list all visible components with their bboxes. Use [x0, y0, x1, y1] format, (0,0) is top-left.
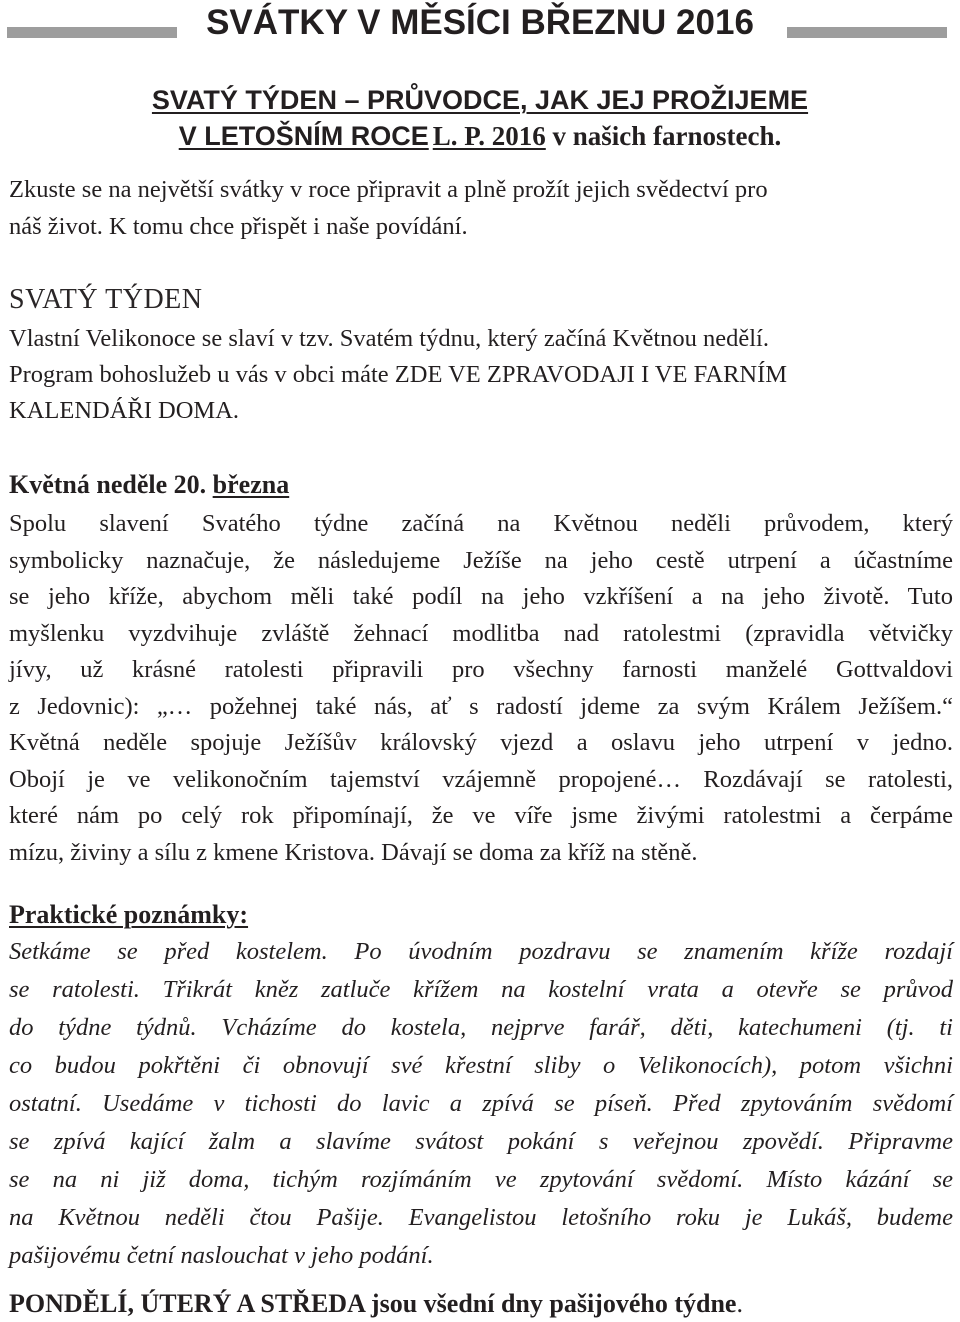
intro-paragraph	[9, 171, 953, 245]
paragraph-line: se jeho kříže, abychom měli také podíl na jeho vzkříšení a na jeho životě. Tuto	[9, 583, 953, 610]
paragraph-line: Květná neděle spojuje Ježíšův královský vjezd a oslavu jeho utrpení v jedno.	[9, 729, 953, 756]
section-heading: SVATÝ TÝDEN	[9, 284, 203, 315]
paragraph-line: z Jedovnic): „… požehnej také nás, ať s radostí jdeme za svým Králem Ježíšem.“	[9, 692, 953, 720]
paragraph-line: Setkáme se před kostelem. Po úvodním pozdravu se znamením kříže rozdají	[9, 938, 953, 965]
practical-paragraph	[9, 933, 953, 1275]
subtitle-suffix: v našich farnostech.	[545, 121, 782, 151]
section-line: Vlastní Velikonoce se slaví v tzv. Svatém týdnu, který začíná Květnou nedělí.	[9, 325, 769, 352]
paragraph-line: se na ni již doma, tichým rozjímáním ve zpytování svědomí. Místo kázání se	[9, 1166, 953, 1193]
paragraph-line: Spolu slavení Svatého týdne začíná na Květnou neděli průvodem, který	[9, 510, 953, 537]
paragraph-line: mízu, živiny a sílu z kmene Kristova. Dávají se doma za kříž na stěně.	[9, 838, 698, 866]
palm-sunday-date: Květná neděle 20.	[9, 470, 207, 499]
intro-line: Zkuste se na největší svátky v roce připravit a plně prožít jejich svědectví pro	[9, 176, 768, 203]
paragraph-line: symbolicky naznačuje, že následujeme Ježíše na jeho cestě utrpení a účastníme	[9, 546, 953, 574]
paragraph-line: ostatní. Usedáme v tichosti do lavic a zpívá se píseň. Před zpytováním svědomí	[9, 1090, 953, 1117]
practical-heading-text: Praktické poznámky:	[9, 900, 249, 929]
closing-line-period: .	[736, 1289, 743, 1318]
paragraph-line: myšlenku vyzdvihuje zvláště žehnací modlitba nad ratolestmi (zpravidla větvičky	[9, 619, 953, 647]
paragraph-line: na Květnou neděli čtou Pašije. Evangelistou letošního roku je Lukáš, budeme	[9, 1204, 953, 1231]
closing-line-text: PONDĚLÍ, ÚTERÝ A STŘEDA jsou všední dny pašijového týdne	[9, 1289, 737, 1318]
palm-sunday-heading	[9, 467, 953, 503]
palm-sunday-paragraph	[9, 506, 953, 871]
paragraph-line: do týdne týdnů. Vcházíme do kostela, nejprve farář, děti, katechumeni (tj. ti	[9, 1014, 953, 1041]
header-bar-left	[7, 27, 177, 38]
paragraph-line: se ratolesti. Třikrát kněz zatluče křížem na kostelní vrata a otevře se průvod	[9, 976, 953, 1003]
paragraph-line: Obojí je ve velikonočním tajemství vzájemně propojené… Rozdávají se ratolesti,	[9, 765, 953, 793]
practical-heading	[9, 897, 953, 933]
paragraph-line: se zpívá kající žalm a slavíme svátost pokání s veřejnou zpovědí. Připravme	[9, 1128, 953, 1155]
subtitle-year: L. P. 2016	[432, 121, 546, 151]
paragraph-line: pašijovému četní naslouchat v jeho podání.	[9, 1242, 434, 1269]
subtitle-line-1	[0, 83, 960, 117]
section-line: Program bohoslužeb u vás v obci máte ZDE VE ZPRAVODAJI I VE FARNÍM	[9, 361, 788, 388]
intro-line: náš život. K tomu chce přispět i naše povídání.	[9, 213, 468, 240]
section-line: KALENDÁŘI DOMA.	[9, 397, 240, 424]
subtitle-text: SVATÝ TÝDEN – PRŮVODCE, JAK JEJ PROŽIJEME	[151, 85, 809, 115]
palm-sunday-month: března	[212, 470, 290, 499]
page-title: SVÁTKY V MĚSÍCI BŘEZNU 2016	[206, 3, 754, 42]
paragraph-line: jívy, už krásné ratolesti připravili pro všechny farnosti manželé Gottvaldovi	[9, 656, 953, 683]
subtitle-line-2	[0, 119, 960, 153]
closing-line	[9, 1286, 953, 1322]
page-header	[0, 0, 960, 48]
header-bar-right	[787, 27, 947, 38]
paragraph-line: co budou pokřtěni či obnovují své křestní sliby o Velikonocích), potom všichni	[9, 1052, 953, 1079]
section-paragraph	[9, 321, 953, 429]
paragraph-line: které nám po celý rok připomínají, že ve víře jsme živými ratolestmi a čerpáme	[9, 802, 953, 829]
subtitle-year-prefix: V LETOŠNÍM ROCE	[178, 121, 429, 151]
